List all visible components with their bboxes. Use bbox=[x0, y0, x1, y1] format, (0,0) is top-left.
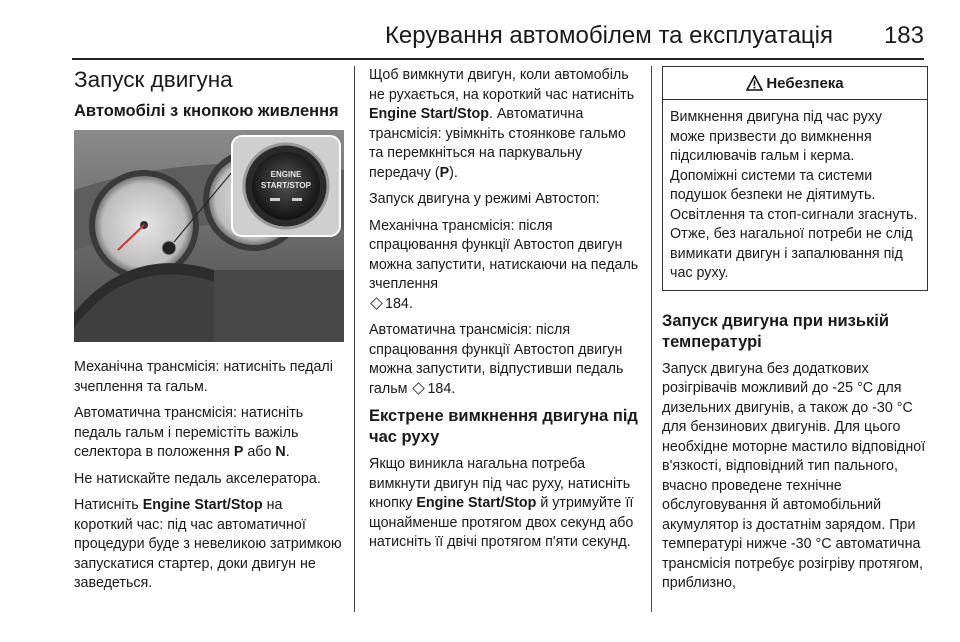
paragraph: Автоматична трансмісія: після спрацювання функції Автостоп двигун можна запустити, відпустивши педаль гальм 184. bbox=[369, 322, 624, 397]
page-reference[interactable]: 184. bbox=[427, 380, 456, 397]
page-reference[interactable]: 184. bbox=[385, 295, 413, 312]
header-title: Керування автомобілем та експлуатація bbox=[384, 22, 833, 49]
engine-start-stop-figure bbox=[74, 130, 344, 342]
page-number: 183 bbox=[883, 22, 924, 49]
paragraph: Якщо виникла нагальна потреба вимкнути двигун під час руху, натисніть кнопку Engine Start/Stop й утримуйте її щонайменше протягом двох секунд або натисніть її двічі протягом п'яти секунд. bbox=[369, 456, 634, 550]
subsection-title: Автомобілі з кнопкою живлення bbox=[74, 102, 339, 120]
warning-text: Вимкнення двигуна під час руху може призвести до вимкнення підсилювачів гальм і керма. Допоміжні системи та системи подушок безпеки не діятимуть. Освітлення та стоп-сигнали згаснуть. Отже, без нагальної потреби не слід вимикати двигун і запалювання під час руху. bbox=[670, 109, 918, 281]
warning-header bbox=[663, 67, 927, 100]
column-2 bbox=[369, 66, 641, 560]
column-3 bbox=[662, 66, 928, 601]
paragraph: Не натискайте педаль акселератора. bbox=[74, 470, 321, 487]
reference-arrow-icon bbox=[413, 382, 425, 394]
paragraph: Механічна трансмісія: після спрацювання функції Автостоп двигун можна запустити, натискаючи на педаль зчеплення 184. bbox=[369, 217, 639, 312]
paragraph: Щоб вимкнути двигун, коли автомобіль не рухається, на короткий час натисніть Engine Start/Stop. Автоматична трансмісія: увімкніть стоянкове гальмо та перемкніться на паркувальну передачу (P). bbox=[369, 67, 635, 181]
warning-box bbox=[662, 66, 928, 291]
warning-title: Небезпека bbox=[766, 74, 844, 92]
column-divider bbox=[354, 66, 355, 612]
header-rule bbox=[72, 58, 924, 60]
paragraph: Запуск двигуна без додаткових розігрівачів можливий до -25 °C для дизельних двигунів, а також до -30 °C для бензинових двигунів. Для цього необхідне моторне мастило відповідної в'язкості, відповідний тип пального, вчасно проведене технічне обслуговування й автомобільний акумулятор із достатнім зарядом. При температурі нижче -30 °C автоматична трансмісія потребує розігріву протягом, приблизно, bbox=[662, 360, 926, 591]
paragraph: Автоматична трансмісія: натисніть педаль гальм і перемістіть важіль селектора в положення P або N. bbox=[74, 405, 304, 460]
paragraph: Натисніть Engine Start/Stop на короткий час: під час автоматичної процедури буде з невеликою затримкою запускатися стартер, доки двигун не заведеться. bbox=[74, 497, 342, 591]
column-divider bbox=[651, 66, 652, 612]
reference-arrow-icon bbox=[370, 297, 382, 309]
column-1 bbox=[74, 66, 344, 601]
dashboard-illustration bbox=[74, 130, 344, 342]
subsection-title: Запуск двигуна при низькій температурі bbox=[662, 311, 890, 351]
paragraph: Механічна трансмісія: натисніть педалі зчеплення та гальм. bbox=[74, 359, 333, 395]
subsection-title: Екстрене вимкнення двигуна під час руху bbox=[369, 407, 638, 446]
paragraph: Запуск двигуна у режимі Автостоп: bbox=[369, 191, 600, 207]
start-stop-button-label: START/STOP bbox=[261, 181, 311, 190]
engine-button-label: ENGINE bbox=[270, 170, 302, 179]
warning-triangle-icon bbox=[746, 75, 763, 91]
section-title: Запуск двигуна bbox=[74, 67, 233, 92]
warning-body bbox=[663, 100, 927, 290]
